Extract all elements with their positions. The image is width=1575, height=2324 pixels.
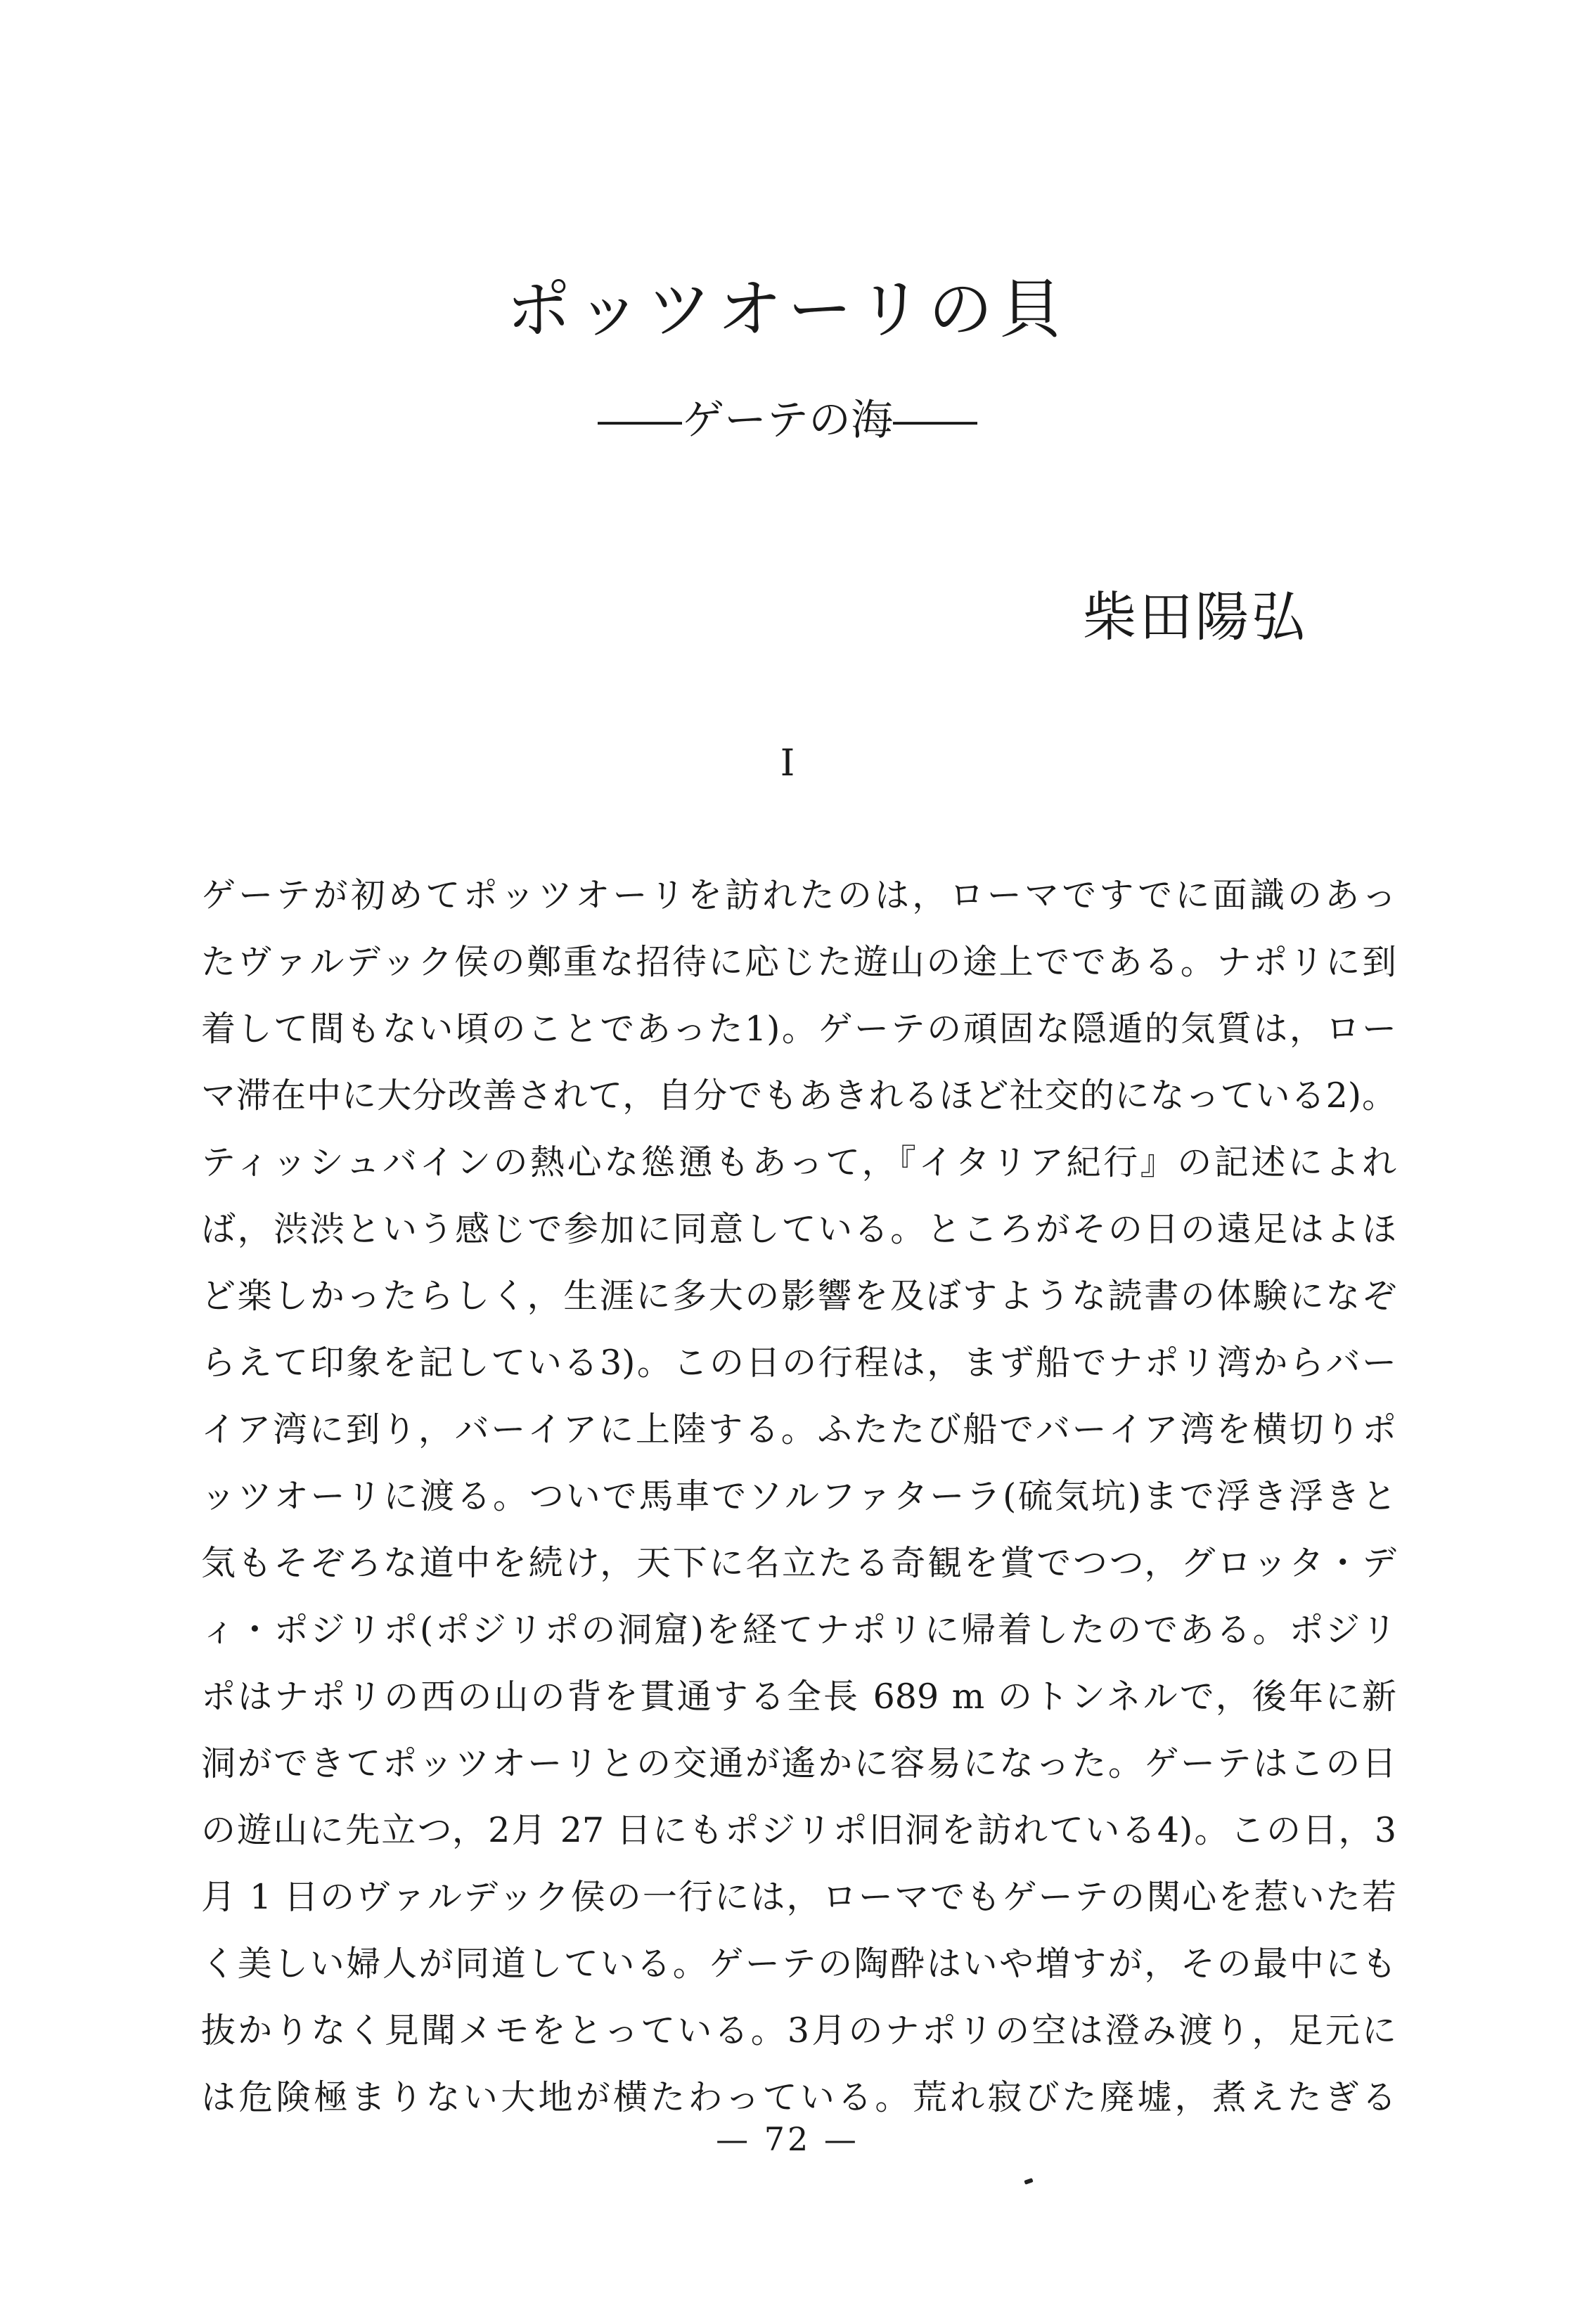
body-line: ティッシュバインの熱心な慫慂もあって，『イタリア紀行』の記述によれ [201, 1142, 1396, 1182]
body-line: の遊山に先立つ，2月 27 日にもポジリポ旧洞を訪れている4)。この日，3 [201, 1810, 1396, 1850]
body-line: ど楽しかったらしく，生涯に多大の影響を及ぼすような読書の体験になぞ [201, 1276, 1396, 1316]
body-line: マ滞在中に大分改善されて，自分でもあきれるほど社交的になっている2)。 [201, 1076, 1396, 1116]
page-number: — 72 — [716, 2120, 859, 2158]
body-line: ッツオーリに渡る。ついで馬車でソルファターラ(硫気坑)まで浮き浮きと [201, 1476, 1396, 1516]
author-name: 柴田陽弘 [1083, 586, 1308, 648]
body-line: は危険極まりない大地が横たわっている。荒れ寂びた廃墟，煮えたぎる [201, 2077, 1396, 2117]
body-line: たヴァルデック侯の鄭重な招待に応じた遊山の途上でである。ナポリに到 [201, 942, 1396, 982]
article-subtitle: ――ゲーテの海―― [598, 396, 977, 445]
article-title: ポッツオーリの貝 [506, 272, 1069, 347]
body-line: ポはナポリの西の山の背を貫通する全長 689 m のトンネルで，後年に新 [201, 1677, 1396, 1717]
body-line: ゲーテが初めてポッツオーリを訪れたのは，ローマですでに面識のあっ [201, 875, 1396, 915]
body-line: 月 1 日のヴァルデック侯の一行には，ローマでもゲーテの関心を惹いた若 [201, 1877, 1396, 1917]
body-line: 洞ができてポッツオーリとの交通が遙かに容易になった。ゲーテはこの日 [201, 1743, 1396, 1783]
body-line: 着して間もない頃のことであった1)。ゲーテの頑固な隠遁的気質は，ロー [201, 1009, 1396, 1049]
body-line: く美しい婦人が同道している。ゲーテの陶酔はいや増すが，その最中にも [201, 1944, 1396, 1984]
body-line: イア湾に到り，バーイアに上陸する。ふたたび船でバーイア湾を横切りポ [201, 1409, 1396, 1450]
body-line: 気もそぞろな道中を続け，天下に名立たる奇観を賞でつつ，グロッタ・デ [201, 1543, 1396, 1583]
body-text [201, 875, 1396, 2144]
section-heading: I [780, 742, 795, 785]
scan-speck [1024, 2178, 1033, 2185]
body-line: らえて印象を記している3)。この日の行程は，まず船でナポリ湾からバー [201, 1343, 1396, 1383]
body-line: ィ・ポジリポ(ポジリポの洞窟)を経てナポリに帰着したのである。ポジリ [201, 1610, 1396, 1650]
body-line: 抜かりなく見聞メモをとっている。3月のナポリの空は澄み渡り，足元に [201, 2010, 1396, 2051]
body-line: ば，渋渋という感じで参加に同意している。ところがその日の遠足はよほ [201, 1209, 1396, 1249]
